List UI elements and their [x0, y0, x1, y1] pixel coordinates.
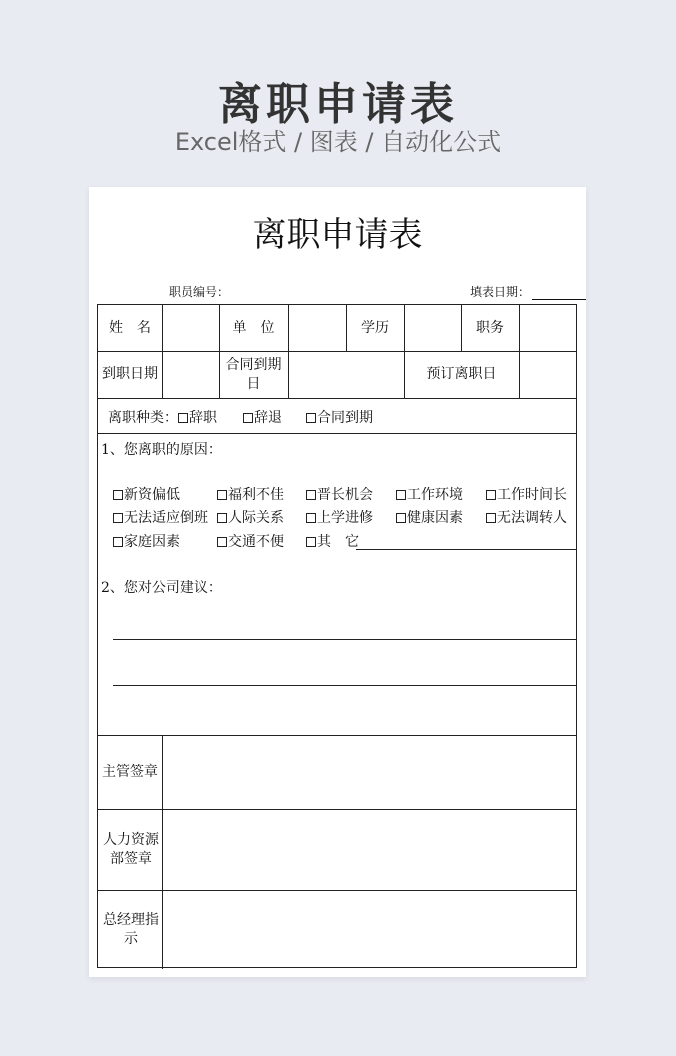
- checkbox-icon: [486, 490, 496, 500]
- leave-type-dismissed[interactable]: 辞退: [243, 407, 282, 427]
- supervisor-signature-area[interactable]: [162, 735, 577, 809]
- fill-date-field[interactable]: [470, 283, 586, 300]
- contract-end-input-cell[interactable]: [288, 351, 404, 398]
- reason-option[interactable]: 无法适应倒班: [113, 507, 208, 527]
- suggestion-line-1[interactable]: [113, 639, 576, 640]
- start-date-label: 到职日期: [102, 366, 158, 383]
- reason-option[interactable]: 新资偏低: [113, 484, 180, 504]
- banner-subtitle: Excel格式 / 图表 / 自动化公式: [174, 128, 502, 156]
- reason-option[interactable]: 无法调转人: [486, 507, 567, 527]
- reason-option[interactable]: 家庭因素: [113, 531, 180, 551]
- checkbox-icon: [178, 413, 188, 423]
- resignation-form-table: [97, 304, 577, 968]
- checkbox-icon: [306, 513, 316, 523]
- leave-type-label: 离职种类：: [108, 410, 178, 426]
- checkbox-icon: [396, 513, 406, 523]
- checkbox-icon: [306, 490, 316, 500]
- checkbox-icon: [217, 513, 227, 523]
- planned-leave-input-cell[interactable]: [519, 351, 577, 398]
- checkbox-icon: [486, 513, 496, 523]
- contract-end-label: 合同到期日: [225, 356, 282, 392]
- leave-type-resign[interactable]: 辞职: [178, 407, 217, 427]
- checkbox-icon: [217, 537, 227, 547]
- checkbox-icon: [396, 490, 406, 500]
- education-label: 学历: [361, 319, 389, 336]
- checkbox-icon: [243, 413, 253, 423]
- unit-label: 单 位: [232, 319, 275, 336]
- checkbox-icon: [113, 490, 123, 500]
- name-input-cell[interactable]: [162, 305, 219, 351]
- reason-option[interactable]: 工作环境: [396, 484, 463, 504]
- position-label: 职务: [476, 319, 504, 336]
- banner-title: 离职申请表: [218, 79, 458, 130]
- education-input-cell[interactable]: [404, 305, 461, 351]
- document-title: 离职申请表: [252, 215, 423, 255]
- reason-option-other[interactable]: 其 它: [306, 531, 359, 551]
- gm-instruction-area[interactable]: [162, 890, 577, 969]
- form-paper: [89, 187, 586, 977]
- leave-type-contract-end[interactable]: 合同到期: [306, 407, 373, 427]
- checkbox-icon: [306, 537, 316, 547]
- hr-signature-area[interactable]: [162, 809, 577, 890]
- checkbox-icon: [306, 413, 316, 423]
- reason-option[interactable]: 交通不便: [217, 531, 284, 551]
- fill-date-blank[interactable]: [532, 288, 586, 300]
- fill-date-label: 填表日期：: [470, 285, 531, 299]
- checkbox-icon: [113, 513, 123, 523]
- start-date-input-cell[interactable]: [162, 351, 219, 398]
- name-label: 姓 名: [109, 319, 151, 336]
- reason-option[interactable]: 人际关系: [217, 507, 284, 527]
- reason-option[interactable]: 上学进修: [306, 507, 373, 527]
- hr-signature-label: 人力资源部签章: [103, 831, 159, 867]
- gm-instruction-label: 总经理指示: [103, 911, 159, 947]
- reason-option[interactable]: 晋长机会: [306, 484, 373, 504]
- reason-option[interactable]: 健康因素: [396, 507, 463, 527]
- unit-input-cell[interactable]: [288, 305, 346, 351]
- position-input-cell[interactable]: [519, 305, 577, 351]
- reasons-label: 1、您离职的原因：: [101, 442, 222, 458]
- other-reason-blank[interactable]: [356, 549, 576, 550]
- supervisor-signature-label: 主管签章: [102, 763, 158, 780]
- checkbox-icon: [113, 537, 123, 547]
- employee-number-label: 职员编号：: [169, 285, 230, 299]
- checkbox-icon: [217, 490, 227, 500]
- reason-option[interactable]: 福利不佳: [217, 484, 284, 504]
- suggestion-line-2[interactable]: [113, 685, 576, 686]
- reason-option[interactable]: 工作时间长: [486, 484, 567, 504]
- suggestions-label: 2、您对公司建议：: [101, 580, 222, 596]
- planned-leave-label: 预订离职日: [426, 366, 497, 383]
